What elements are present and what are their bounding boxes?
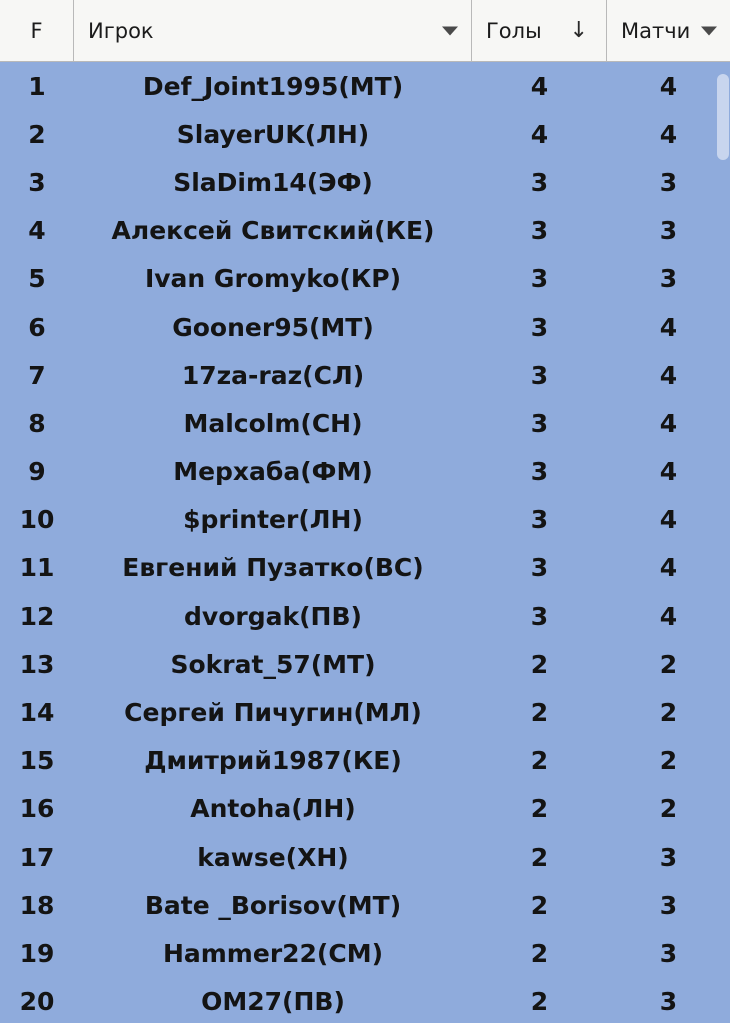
cell-goals: 2 [530,746,549,776]
cell-player: Евгений Пузатко(ВС) [122,553,424,583]
vertical-scrollbar[interactable] [716,62,730,1023]
cell-rank: 4 [28,216,46,246]
cell-rank: 18 [19,890,55,920]
cell-matches: 2 [659,698,678,728]
table-header-row [0,0,730,62]
cell-player: Мерхаба(ФМ) [173,457,373,487]
cell-goals: 3 [530,312,549,342]
cell-rank: 6 [28,312,46,342]
cell-goals: 2 [530,794,549,824]
table-row[interactable] [0,978,730,1023]
cell-goals: 4 [530,71,549,101]
column-header-matches[interactable] [607,0,730,61]
cell-rank: 20 [19,987,55,1017]
table-row[interactable] [0,62,730,110]
cell-goals: 3 [530,505,549,535]
cell-player: Def_Joint1995(МТ) [142,71,404,101]
cell-matches: 4 [659,457,678,487]
cell-matches: 3 [659,216,678,246]
cell-rank: 1 [28,71,46,101]
cell-matches: 4 [659,71,678,101]
cell-matches: 4 [659,312,678,342]
cell-goals: 3 [530,601,549,631]
cell-player: kawse(ХН) [197,842,349,872]
cell-rank: 14 [19,698,55,728]
table-row[interactable] [0,255,730,303]
cell-goals: 2 [530,938,549,968]
cell-goals: 3 [530,457,549,487]
cell-goals: 2 [530,698,549,728]
column-header-matches-label: Матчи [621,18,691,43]
column-header-player[interactable] [74,0,472,61]
column-header-rank-label: F [30,18,43,43]
cell-rank: 9 [28,457,46,487]
table-row[interactable] [0,544,730,592]
cell-matches: 4 [659,553,678,583]
cell-player: SlaDim14(ЭФ) [173,167,373,197]
column-header-rank[interactable] [0,0,74,61]
cell-goals: 3 [530,216,549,246]
cell-matches: 3 [659,264,678,294]
cell-goals: 3 [530,553,549,583]
cell-rank: 13 [19,649,55,679]
table-body [0,62,730,1023]
table-row[interactable] [0,592,730,640]
table-row[interactable] [0,881,730,929]
cell-player: dvorgak(ПВ) [184,601,362,631]
cell-player: Sokrat_57(МТ) [170,649,376,679]
cell-rank: 19 [19,938,55,968]
cell-rank: 5 [28,264,46,294]
scrollbar-thumb[interactable] [717,74,729,160]
table-row[interactable] [0,640,730,688]
cell-rank: 10 [19,505,55,535]
cell-matches: 3 [659,938,678,968]
cell-matches: 4 [659,408,678,438]
cell-rank: 16 [19,794,55,824]
table-row[interactable] [0,110,730,158]
cell-goals: 2 [530,842,549,872]
table-row[interactable] [0,351,730,399]
cell-goals: 4 [530,119,549,149]
cell-matches: 4 [659,119,678,149]
cell-goals: 3 [530,167,549,197]
cell-player: $printer(ЛН) [183,505,363,535]
cell-matches: 4 [659,505,678,535]
table-row[interactable] [0,737,730,785]
cell-player: 17za-raz(СЛ) [181,360,365,390]
column-header-goals-label: Голы [486,18,542,43]
cell-player: Hammer22(СМ) [162,938,384,968]
sort-descending-icon[interactable]: ↓ [569,17,588,43]
cell-player: Gooner95(МТ) [172,312,374,342]
cell-rank: 8 [28,408,46,438]
cell-rank: 7 [28,360,46,390]
column-header-player-label: Игрок [88,18,154,43]
cell-rank: 11 [19,553,55,583]
cell-matches: 2 [659,746,678,776]
table-row[interactable] [0,399,730,447]
cell-player: Дмитрий1987(КЕ) [144,746,402,776]
cell-matches: 4 [659,601,678,631]
cell-player: Алексей Свитский(КЕ) [111,216,435,246]
table-row[interactable] [0,785,730,833]
cell-rank: 2 [28,119,46,149]
cell-matches: 3 [659,890,678,920]
cell-player: Malcolm(СН) [183,408,363,438]
cell-goals: 3 [530,408,549,438]
cell-matches: 3 [659,987,678,1017]
cell-player: Ivan Gromyko(КР) [144,264,402,294]
cell-matches: 2 [659,794,678,824]
cell-matches: 4 [659,360,678,390]
table-row[interactable] [0,448,730,496]
cell-matches: 3 [659,167,678,197]
chevron-down-icon[interactable] [442,26,458,35]
cell-matches: 3 [659,842,678,872]
table-row[interactable] [0,207,730,255]
cell-goals: 3 [530,360,549,390]
chevron-down-icon[interactable] [701,26,717,35]
cell-player: Bate _Borisov(МТ) [144,890,402,920]
cell-rank: 3 [28,167,46,197]
cell-player: Сергей Пичугин(МЛ) [124,698,422,728]
cell-player: SlayerUK(ЛН) [176,119,370,149]
cell-rank: 12 [19,601,55,631]
cell-player: Antoha(ЛН) [190,794,356,824]
cell-goals: 2 [530,649,549,679]
cell-player: OM27(ПВ) [201,987,345,1017]
cell-matches: 2 [659,649,678,679]
cell-goals: 2 [530,890,549,920]
table-row[interactable] [0,158,730,206]
table-row[interactable] [0,833,730,881]
cell-rank: 15 [19,746,55,776]
table-row[interactable] [0,496,730,544]
column-header-goals[interactable] [472,0,607,61]
cell-rank: 17 [19,842,55,872]
cell-goals: 3 [530,264,549,294]
table-row[interactable] [0,929,730,977]
cell-goals: 2 [530,987,549,1017]
table-row[interactable] [0,303,730,351]
table-row[interactable] [0,688,730,736]
